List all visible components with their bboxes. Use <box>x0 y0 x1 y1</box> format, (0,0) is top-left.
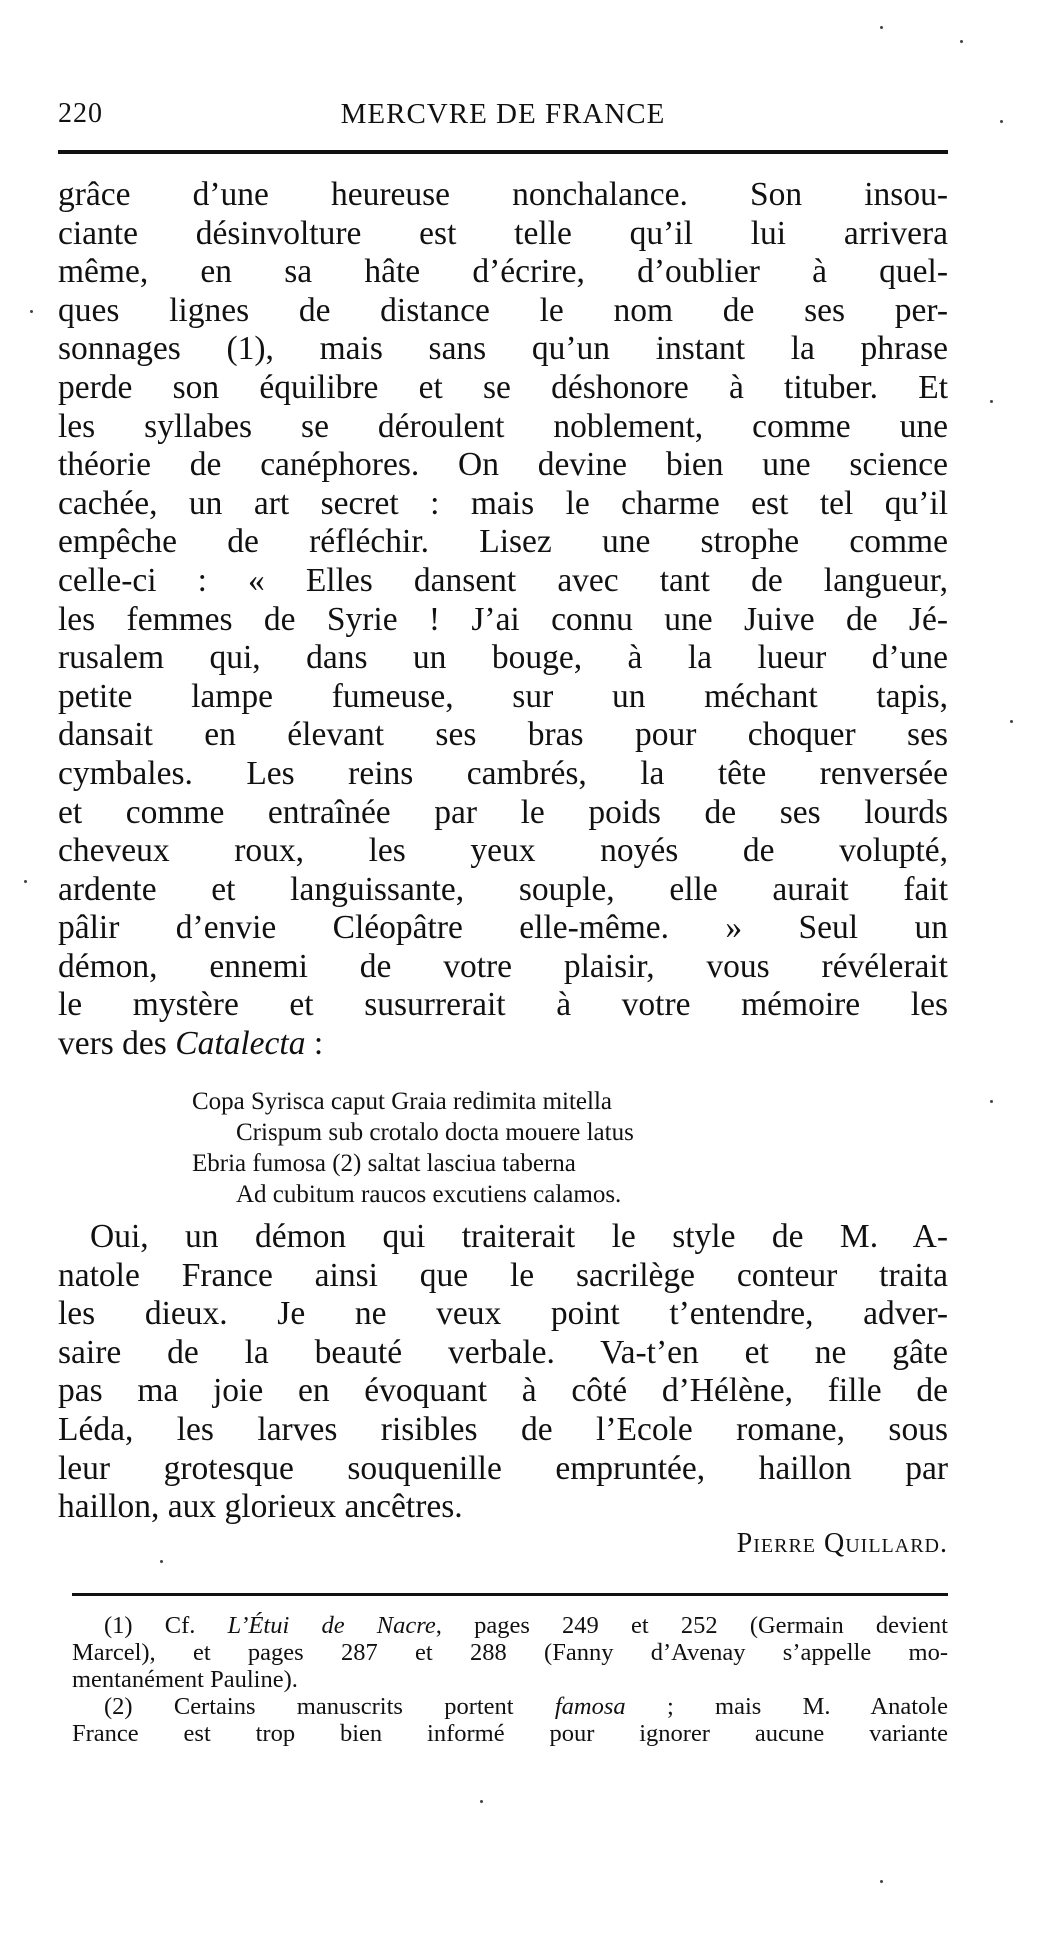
text-fragment: , pages 249 et 252 (Germain devient <box>435 1612 948 1639</box>
scan-speck <box>24 880 27 883</box>
text-line-last: haillon, aux glorieux ancêtres. <box>58 1488 463 1526</box>
text-line-last <box>58 1025 948 1064</box>
paragraph-1 <box>58 176 948 1064</box>
text-line: démon, ennemi de votre plaisir, vous révélerait <box>58 947 948 985</box>
italic-word-famosa: famosa <box>554 1693 626 1720</box>
text-line: ques lignes de distance le nom de ses per- <box>58 291 948 329</box>
scan-speck <box>880 1880 883 1883</box>
text-line: dansait en élevant ses bras pour choquer ses <box>58 716 948 754</box>
verse-line: Ad cubitum raucos excutiens calamos. <box>236 1181 622 1208</box>
text-line: et comme entraînée par le poids de ses lourds <box>58 793 948 831</box>
page-number: 220 <box>58 98 103 129</box>
text-line: cymbales. Les reins cambrés, la tête renversée <box>58 754 948 792</box>
footnote-marker: (2) Certains manuscrits portent <box>104 1693 555 1720</box>
scan-speck <box>990 400 993 403</box>
text-line: leur grotesque souquenille empruntée, haillon par <box>58 1449 948 1487</box>
footnote-rule <box>72 1593 948 1596</box>
text-line: sonnages (1), mais sans qu’un instant la phrase <box>58 330 948 368</box>
header-rule <box>58 150 948 154</box>
scan-speck <box>1010 720 1013 723</box>
text-line: pas ma joie en évoquant à côté d’Hélène, fille de <box>58 1372 948 1410</box>
text-line: petite lampe fumeuse, sur un méchant tapis, <box>58 677 948 715</box>
text-line: ciante désinvolture est telle qu’il lui arrivera <box>58 214 948 252</box>
scan-speck <box>880 26 883 29</box>
footnote-1-line <box>72 1612 948 1639</box>
footnote-marker: (1) Cf. <box>104 1612 228 1639</box>
text-line: le mystère et susurrerait à votre mémoire les <box>58 986 948 1024</box>
text-line: même, en sa hâte d’écrire, d’oublier à quel- <box>58 253 948 291</box>
running-head: MERCVRE DE FRANCE <box>340 98 666 130</box>
text-line: pâlir d’envie Cléopâtre elle-même. » Seul un <box>58 909 948 947</box>
verse-line: Copa Syrisca caput Graia redimita mitella <box>192 1088 612 1115</box>
text-line: perde son équilibre et se déshonore à tituber. Et <box>58 368 948 406</box>
footnote-1-line: Marcel), et pages 287 et 288 (Fanny d’Avenay s’appelle mo- <box>72 1639 948 1666</box>
footnote-1-line: mentanément Pauline). <box>72 1666 298 1693</box>
text-line: Léda, les larves risibles de l’Ecole romane, sous <box>58 1410 948 1448</box>
text-line: rusalem qui, dans un bouge, à la lueur d’une <box>58 639 948 677</box>
text-line: grâce d’une heureuse nonchalance. Son insou- <box>58 176 948 213</box>
text-fragment: ; mais M. Anatole <box>625 1693 948 1720</box>
text-line: les syllabes se déroulent noblement, comme une <box>58 407 948 445</box>
footnote-2-line <box>72 1693 948 1720</box>
scan-speck <box>30 310 33 313</box>
scan-speck <box>1000 120 1003 123</box>
page-header <box>58 98 948 138</box>
author-signature: Pierre Quillard. <box>736 1528 948 1559</box>
text-line: ardente et languissante, souple, elle aurait fait <box>58 870 948 908</box>
scan-speck <box>160 1560 163 1563</box>
scan-speck <box>480 1800 483 1803</box>
text-line: cachée, un art secret : mais le charme est tel qu’il <box>58 484 948 522</box>
text-line: natole France ainsi que le sacrilège conteur traita <box>58 1256 948 1294</box>
text-line: celle-ci : « Elles dansent avec tant de langueur, <box>58 561 948 599</box>
italic-title-catalecta: Catalecta <box>175 1025 306 1063</box>
italic-title-etui-de-nacre: L’Étui de Nacre <box>227 1612 436 1639</box>
verse-line: Crispum sub crotalo docta mouere latus <box>236 1119 634 1146</box>
footnote-2-line: France est trop bien informé pour ignorer aucune variante <box>72 1720 948 1747</box>
text-line: cheveux roux, les yeux noyés de volupté, <box>58 832 948 870</box>
text-fragment: vers des <box>58 1025 176 1063</box>
latin-verse-quotation <box>58 1086 948 1210</box>
text-line: les dieux. Je ne veux point t’entendre, adver- <box>58 1295 948 1333</box>
text-line: empêche de réfléchir. Lisez une strophe comme <box>58 523 948 561</box>
footnotes <box>72 1612 948 1747</box>
paragraph-2 <box>58 1218 948 1527</box>
verse-line: Ebria fumosa (2) saltat lasciua taberna <box>192 1150 576 1177</box>
text-line: Oui, un démon qui traiterait le style de M. A- <box>90 1218 948 1255</box>
text-line: les femmes de Syrie ! J’ai connu une Juive de Jé- <box>58 600 948 638</box>
text-line: saire de la beauté verbale. Va-t’en et ne gâte <box>58 1333 948 1371</box>
text-line: théorie de canéphores. On devine bien une science <box>58 446 948 484</box>
text-fragment: : <box>305 1025 324 1063</box>
scan-speck <box>990 1100 993 1103</box>
scan-speck <box>960 40 963 43</box>
